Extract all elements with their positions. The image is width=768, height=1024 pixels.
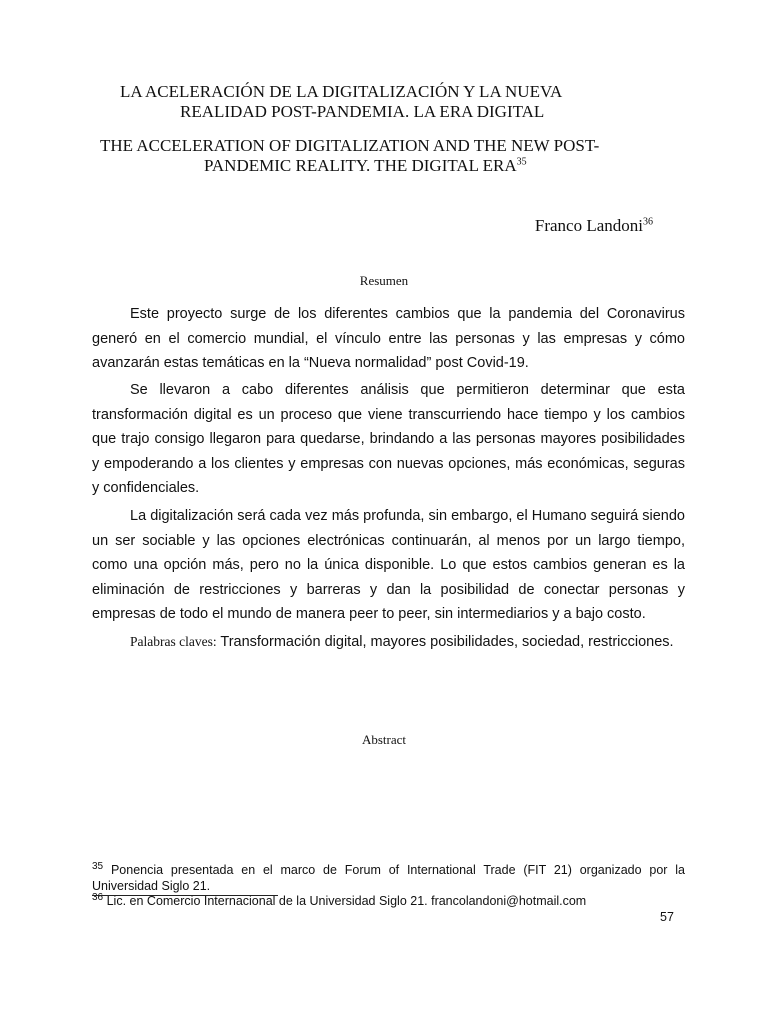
keywords-label: Palabras claves:	[130, 634, 217, 649]
footnote-number: 36	[92, 891, 104, 903]
keywords-line	[92, 630, 685, 655]
spanish-title-line-2: REALIDAD POST-PANDEMIA. LA ERA DIGITAL	[180, 102, 545, 121]
footnotes	[92, 862, 685, 909]
english-title-line-2-text: PANDEMIC REALITY. THE DIGITAL ERA	[204, 156, 517, 175]
title-footnote-ref: 35	[516, 156, 527, 168]
footnote-text: Ponencia presentada en el marco de Forum of International Trade (FIT 21) organizado por la Universidad Siglo 21.	[92, 863, 685, 893]
paragraph-text: Este proyecto surge de los diferentes cambios que la pandemia del Coronavirus generó en el comercio mundial, el vínculo entre las personas y las empresas y cómo avanzarán estas temáticas en la “Nueva normalidad” post Covid-19.	[92, 306, 685, 371]
resumen-paragraph-2	[92, 378, 685, 501]
author-name: Franco Landoni	[534, 216, 643, 235]
footnote-divider	[92, 895, 278, 896]
paragraph-text: Se llevaron a cabo diferentes análisis que permitieron determinar que esta transformación digital es un proceso que viene transcurriendo hace tiempo y los cambios que trajo consigo llegaron para quedarse, brindando a las personas mayores posibilidades y empoderando a los clientes y empresas con nuevas opciones, más económicas, seguras y confidenciales.	[92, 382, 685, 496]
paragraph-text: La digitalización será cada vez más profunda, sin embargo, el Humano seguirá siendo un ser sociable y las opciones electrónicas continuarán, al menos por un largo tiempo, como una opción más, pero no la única disponible. Lo que estos cambios generan es la eliminación de restricciones y barreras y dan la posibilidad de conectar personas y empresas de todo el mundo de manera peer to peer, sin intermediarios y a bajo costo.	[92, 508, 685, 622]
spanish-title	[120, 82, 660, 122]
footnote-35	[92, 862, 685, 894]
author-line	[535, 216, 653, 236]
abstract-heading: Abstract	[361, 732, 407, 747]
keywords-list: Transformación digital, mayores posibilidades, sociedad, restricciones.	[220, 634, 674, 650]
footnote-text: Lic. en Comercio Internacional de la Universidad Siglo 21. francolandoni@hotmail.com	[106, 894, 587, 908]
resumen-heading: Resumen	[359, 273, 409, 288]
footnote-number: 35	[92, 860, 104, 872]
english-title-line-2	[100, 156, 670, 176]
resumen-paragraph-3	[92, 504, 685, 627]
page-number: 57	[660, 910, 674, 924]
english-title-line-1: THE ACCELERATION OF DIGITALIZATION AND THE NEW POST-	[100, 136, 600, 155]
author-footnote-ref: 36	[643, 216, 653, 228]
keywords-text	[92, 630, 685, 655]
spanish-title-line-1: LA ACELERACIÓN DE LA DIGITALIZACIÓN Y LA NUEVA	[120, 82, 563, 101]
english-title	[100, 136, 670, 176]
resumen-paragraph-1	[92, 302, 685, 376]
